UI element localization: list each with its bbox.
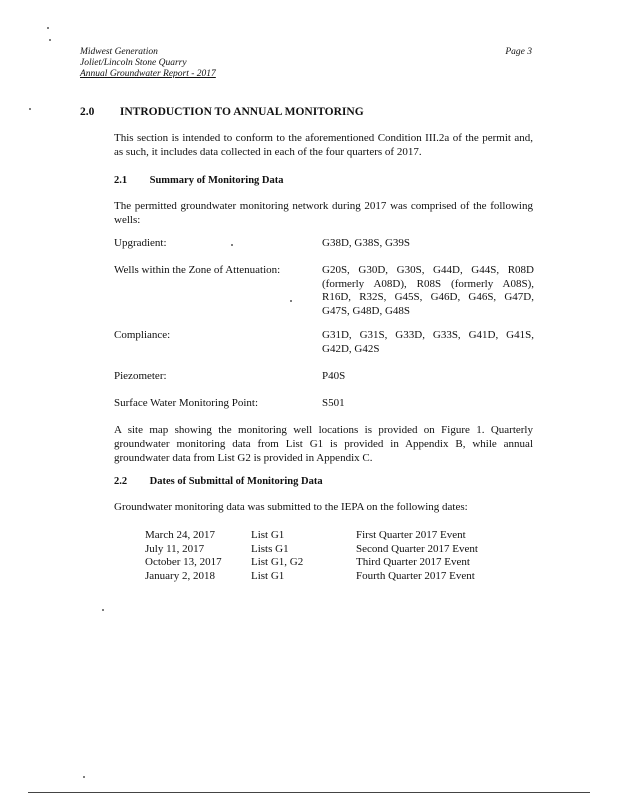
submittal-row	[145, 529, 496, 543]
submittal-event: Third Quarter 2017 Event	[356, 556, 470, 568]
header-company: Midwest Generation	[80, 47, 158, 57]
well-list: P40S	[322, 370, 346, 382]
summary-closing-paragraph: A site map showing the monitoring well locations is provided on Figure 1. Quarterly groundwater monitoring data from List G1 is provided in Appendix B, while annual groundwater data from List G2 is provided in Appendix C.	[114, 424, 533, 464]
scan-speck	[231, 244, 233, 246]
scan-speck	[102, 609, 104, 611]
submittal-date: March 24, 2017	[145, 529, 215, 541]
scan-speck	[83, 776, 85, 778]
well-list: G38D, G38S, G39S	[322, 237, 411, 249]
header-site: Joliet/Lincoln Stone Quarry	[80, 58, 187, 68]
scan-speck	[290, 300, 292, 302]
submittal-list: List G1	[251, 529, 285, 541]
well-category-label: Wells within the Zone of Attenuation:	[114, 264, 281, 276]
subsection-number: 2.1	[114, 175, 128, 186]
subsection-heading-submittal	[114, 476, 323, 487]
submittal-list: List G1	[251, 569, 285, 582]
well-category-label: Compliance:	[114, 329, 171, 341]
submittal-date: October 13, 2017	[145, 556, 222, 568]
submittal-date: July 11, 2017	[145, 542, 205, 555]
well-list: S501	[322, 397, 345, 409]
well-list: G20S, G30D, G30S, G44D, G44S, R08D (formerly A08D), R08S (formerly A08S), R16D, R32S, G45S, G46D, G46S, G47D, G47S, G48D, G48S	[322, 264, 534, 317]
section-heading	[80, 106, 364, 118]
subsection-title: Summary of Monitoring Data	[149, 175, 284, 186]
page-number: Page 3	[505, 47, 532, 57]
section-intro-paragraph: This section is intended to conform to the aforementioned Condition III.2a of the permit and, as such, it includes data collected in each of the four quarters of 2017.	[114, 132, 533, 158]
well-list: G31D, G31S, G33D, G33S, G41D, G41S, G42D, G42S	[322, 329, 534, 355]
summary-intro-paragraph: The permitted groundwater monitoring network during 2017 was comprised of the following wells:	[114, 200, 533, 226]
submittal-date: January 2, 2018	[145, 569, 215, 582]
subsection-number: 2.2	[114, 476, 128, 487]
submittal-event: Fourth Quarter 2017 Event	[356, 569, 475, 582]
scan-speck	[49, 39, 51, 41]
submittal-intro-paragraph: Groundwater monitoring data was submitted to the IEPA on the following dates:	[114, 501, 468, 513]
submittal-row	[145, 570, 496, 584]
well-category-label: Upgradient:	[114, 237, 167, 249]
scan-speck	[29, 108, 31, 110]
submittal-row	[145, 556, 496, 570]
well-category-label: Piezometer:	[114, 370, 167, 382]
subsection-title: Dates of Submittal of Monitoring Data	[149, 476, 323, 487]
document-header	[80, 47, 216, 80]
submittal-row	[145, 543, 496, 557]
submittal-event: Second Quarter 2017 Event	[356, 542, 478, 555]
section-title: INTRODUCTION TO ANNUAL MONITORING	[119, 106, 364, 118]
submittal-dates-table	[145, 529, 496, 583]
submittal-list: List G1, G2	[251, 556, 304, 568]
well-category-label: Surface Water Monitoring Point:	[114, 397, 259, 409]
section-number: 2.0	[80, 106, 95, 118]
header-report-title: Annual Groundwater Report - 2017	[80, 69, 216, 79]
scan-speck	[47, 27, 49, 29]
scan-edge-line	[28, 792, 590, 793]
submittal-list: Lists G1	[251, 542, 289, 555]
subsection-heading-summary	[114, 175, 284, 186]
submittal-event: First Quarter 2017 Event	[356, 529, 466, 541]
